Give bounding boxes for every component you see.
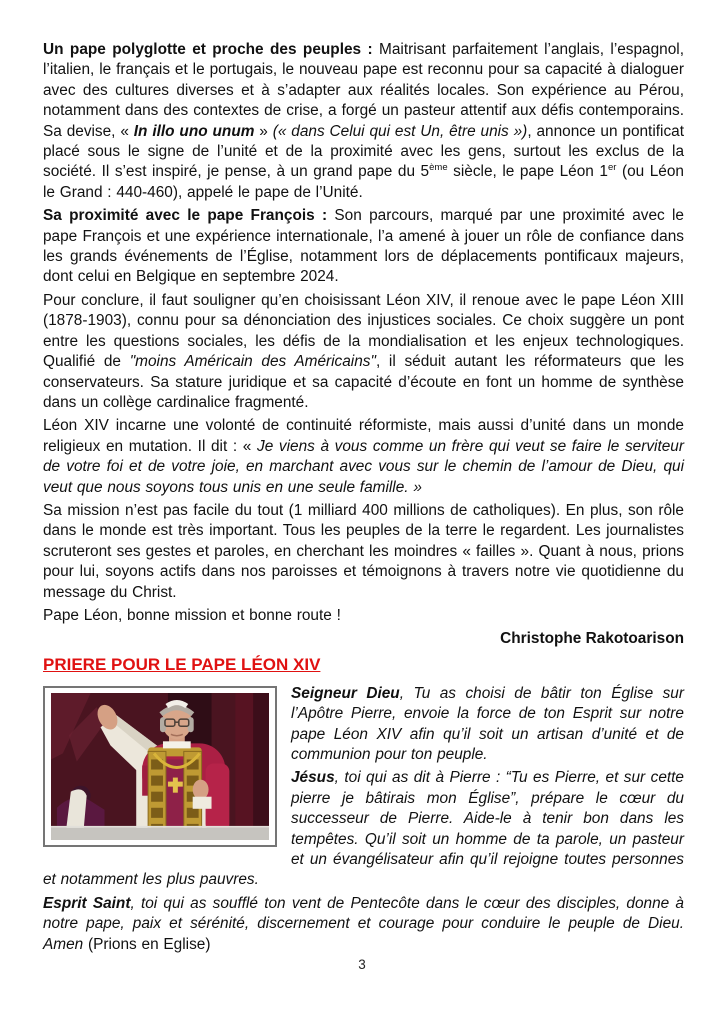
paragraph-citation: Léon XIV incarne une volonté de continuité réformiste, mais aussi d’unité dans un monde religieux en mutation. Il dit : « Je viens à vous comme un frère qui veut se faire le serviteur de votre foi et de votre joie, en marchant avec vous sur le chemin de l’amour de Dieu, qui veut que nous soyons tous unis en une seule famille. » <box>43 417 684 496</box>
page-number: 3 <box>358 957 366 972</box>
pope-photo <box>43 686 277 847</box>
prayer-paragraph-jesus: Jésus, toi qui as dit à Pierre : “Tu es Pierre, et sur cette pierre je bâtirais mon Église”, prépare le cœur du successeur de Pierre. Aide-le à tenir bon dans les tempêtes. Qu’il soit un homme de ta parole, un pasteur et un évangélisateur afin qu’il rejoigne toutes personnes et notamment les plus pauvres. <box>43 769 684 889</box>
prayer-heading: PRIERE POUR LE PAPE LÉON XIV <box>43 654 321 674</box>
paragraph-voeux: Pape Léon, bonne mission et bonne route ! <box>43 606 341 624</box>
paragraph-proximite-francois: Sa proximité avec le pape François : Son parcours, marqué par une proximité avec le pape François et une expérience internationale, l’a amené à jouer un rôle de confiance dans les grands événements de l’Église, notamment lors de déplacements pontificaux majeurs, dont celui en Belgique en septembre 2024. <box>43 207 684 286</box>
paragraph-conclusion: Pour conclure, il faut souligner qu’en choisissant Léon XIV, il renoue avec le pape Léon XIII (1878-1903), connu pour sa dénonciation des injustices sociales. Ce choix suggère un pont entre les questions sociales, les défis de la mondialisation et les enjeux technologiques. Qualifié de "moins Américain des Américains", il séduit autant les réformateurs que les conservateurs. Sa stature juridique et sa capacité d’écoute en font un homme de synthèse dans un collège cardinalice fragmenté. <box>43 291 684 411</box>
paragraph-mission: Sa mission n’est pas facile du tout (1 milliard 400 millions de catholiques). En plus, son rôle dans le monde est très important. Tous les peuples de la terre le regardent. Les journalistes scruteront ses gestes et paroles, en cherchant les moindres « failles ». Quant à nous, prions pour lui, soyons actifs dans nos paroisses et témoignons à travers notre vie quotidienne du message du Christ. <box>43 501 684 601</box>
paragraph-polyglotte: Un pape polyglotte et proche des peuples : Maitrisant parfaitement l’anglais, l’espagnol, l’italien, le français et le portugais, le nouveau pape est reconnu pour sa capacité à dialoguer avec des cultures diverses et à s’adapter aux réalités locales. Son expérience au Pérou, notamment dans des contextes de crise, a forgé un pasteur attentif aux défis contemporains. Sa devise, « In illo uno unum » (« dans Celui qui est Un, être unis »), annonce un pontificat placé sous le signe de l’unité et de la proximité avec les gens, surtout les exclus de la société. Il s’est inspiré, je pense, à un grand pape du 5ème siècle, le pape Léon 1er (ou Léon le Grand : 440-460), appelé le pape de l’Unité. <box>43 41 684 201</box>
prayer-paragraph-esprit-saint: Esprit Saint, toi qui as soufflé ton vent de Pentecôte dans le cœur des disciples, donne à notre pape, paix et sérénité, discernement et courage pour conduire le peuple de Dieu. Amen (Prions en Eglise) <box>43 894 684 953</box>
author-signature: Christophe Rakotoarison <box>500 630 684 648</box>
document-content <box>43 40 684 958</box>
prayer-paragraph-seigneur-dieu: Seigneur Dieu, Tu as choisi de bâtir ton Église sur l’Apôtre Pierre, envoie la force de ton Esprit sur notre pape Léon XIV afin qu’il soit un artisan d’unité et de communion pour ton peuple. <box>291 684 684 763</box>
pope-photo-illustration <box>51 693 269 840</box>
